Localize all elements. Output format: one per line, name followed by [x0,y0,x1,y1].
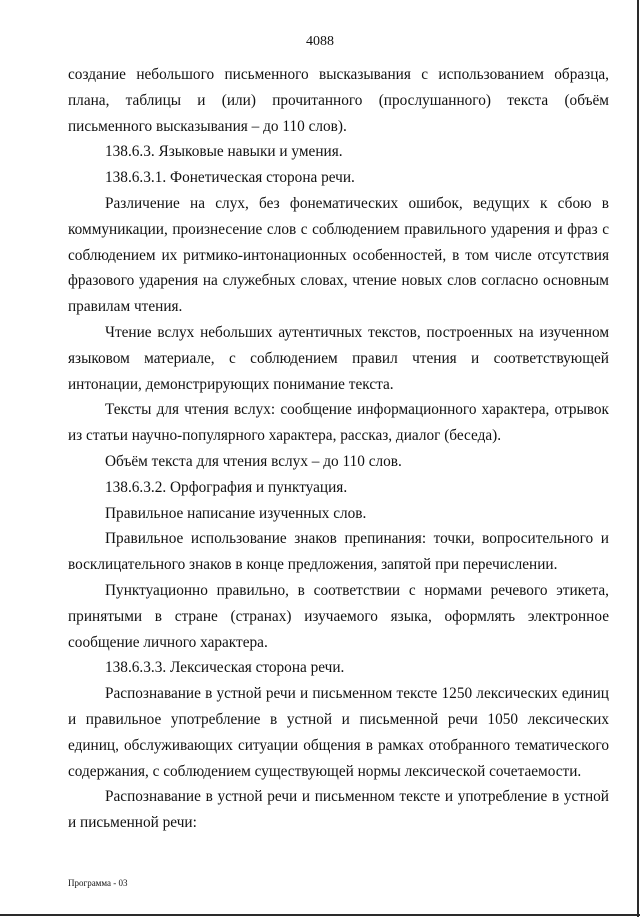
subsection-heading: 138.6.3.1. Фонетическая сторона речи. [105,169,355,187]
paragraph: Объём текста для чтения вслух – до 110 слов. [105,452,402,470]
paragraph: Пунктуационно правильно, в соответствии с нормами речевого этикета, принятыми в стране (странах) изучаемого языка, оформлять электронное сообщение личного характера. [68,581,609,651]
paragraph: Распознавание в устной речи и письменном тексте 1250 лексических единиц и правильное употребление в устной и письменной речи 1050 лексических единиц, обслуживающих ситуации общения в рамках отобранного тематического содержания, с соблюдением существующей нормы лексической сочетаемости. [68,685,609,780]
page-number: 4088 [306,34,334,49]
scan-edge-bottom [0,914,640,916]
paragraph: Распознавание в устной речи и письменном тексте и употребление в устной и письменной речи: [68,788,609,832]
paragraph: Правильное использование знаков препинания: точки, вопросительного и восклицательного знаков в конце предложения, запятой при перечислении. [68,530,609,574]
body-text [68,62,609,836]
paragraph: Чтение вслух небольших аутентичных текстов, построенных на изученном языковом материале, с соблюдением правил чтения и соответствующей интонации, демонстрирующих понимание текста. [68,323,609,393]
paragraph: Различение на слух, без фонематических ошибок, ведущих к сбою в коммуникации, произнесение слов с соблюдением правильного ударения и фраз с соблюдением их ритмико-интонационных особенностей, в том числе отсутствия фразового ударения на служебных словах, чтение новых слов согласно основным правилам чтения. [68,194,609,316]
section-heading: 138.6.3. Языковые навыки и умения. [105,143,343,161]
paragraph: Правильное написание изученных слов. [105,504,367,522]
paragraph: Тексты для чтения вслух: сообщение информационного характера, отрывок из статьи научно-популярного характера, рассказ, диалог (беседа). [68,401,609,445]
subsection-heading: 138.6.3.3. Лексическая сторона речи. [105,659,345,677]
paragraph: создание небольшого письменного высказывания с использованием образца, плана, таблицы и (или) прочитанного (прослушанного) текста (объём письменного высказывания – до 110 слов). [68,66,609,135]
scan-edge-right [637,0,639,917]
page-footer: Программа - 03 [68,878,128,888]
subsection-heading: 138.6.3.2. Орфография и пунктуация. [105,478,348,496]
